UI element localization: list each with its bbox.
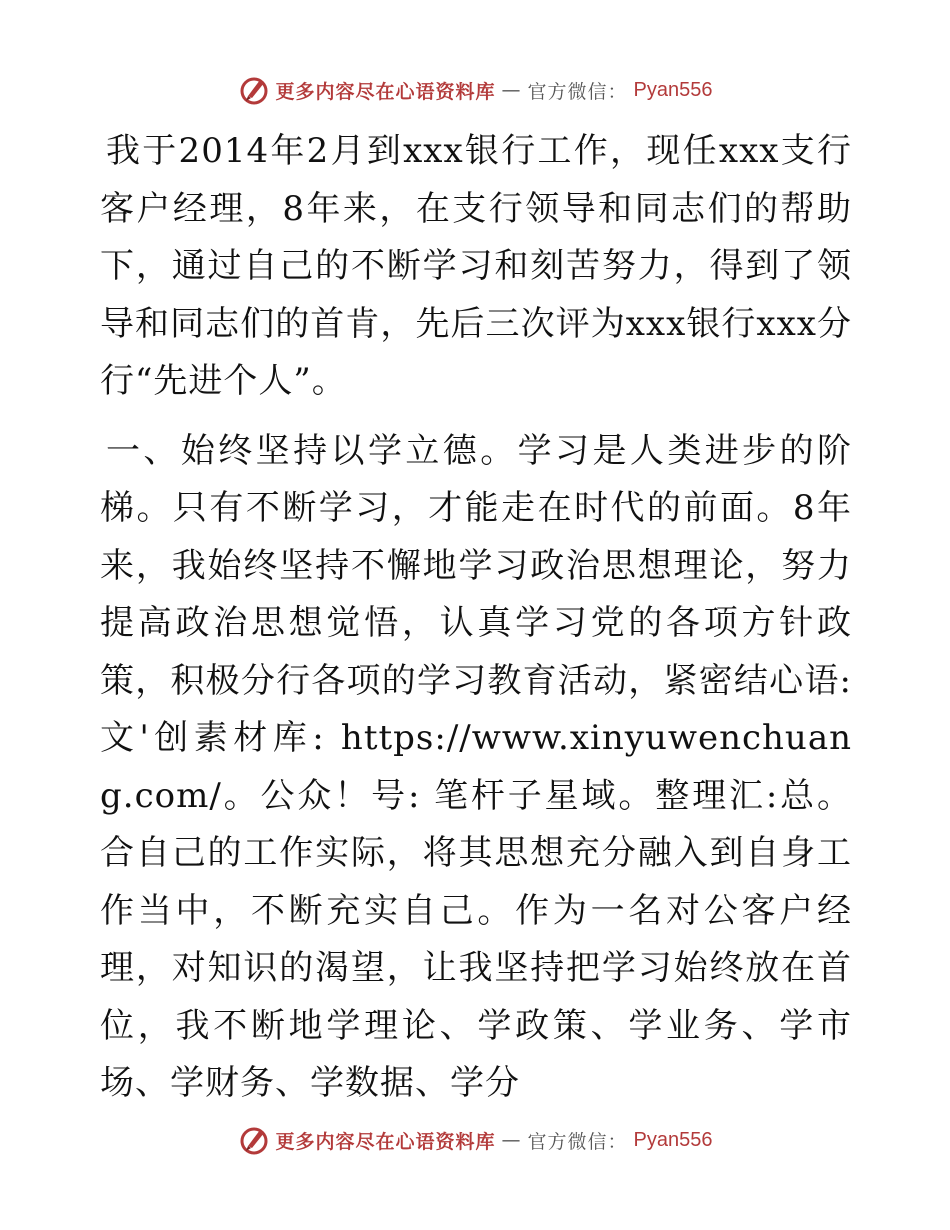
document-body <box>100 123 852 1113</box>
header-separator: — <box>501 79 522 101</box>
footer-separator: — <box>501 1129 522 1151</box>
header-banner-content[interactable] <box>238 74 713 106</box>
footer-site-text: 更多内容尽在心语资料库 <box>275 1130 496 1153</box>
header-banner <box>0 70 950 110</box>
quill-pen-logo-icon <box>238 1124 270 1156</box>
header-wechat-id: Pyan556 <box>633 78 713 101</box>
footer-official-label: 官方微信： <box>527 1130 628 1153</box>
paragraph-intro: 我于2014年2月到xxx银行工作，现任xxx支行客户经理，8年来，在支行领导和同志们的帮助下，通过自己的不断学习和刻苦努力，得到了领导和同志们的首肯，先后三次评为xxx银行xxx分行“先进个人”。 <box>100 131 852 401</box>
header-official-label: 官方微信： <box>527 80 628 103</box>
footer-banner-content[interactable] <box>238 1124 713 1156</box>
header-site-text: 更多内容尽在心语资料库 <box>275 80 496 103</box>
footer-banner <box>0 1120 950 1160</box>
paragraph-section-one: 一、始终坚持以学立德。学习是人类进步的阶梯。只有不断学习，才能走在时代的前面。8年来，我始终坚持不懈地学习政治思想理论，努力提高政治思想觉悟，认真学习党的各项方针政策，积极分行各项的学习教育活动，紧密结心语:文'创素材库: https://www.xinyuwenchuang.com/。公众！号: 笔杆子星域。整理汇:总。合自己的工作实际，将其思想充分融入到自身工作当中，不断充实自己。作为一名对公客户经理，对知识的渴望，让我坚持把学习始终放在首位，我不断地学理论、学政策、学业务、学市场、学财务、学数据、学分 <box>100 430 852 1103</box>
footer-wechat-id: Pyan556 <box>633 1128 713 1151</box>
quill-pen-logo-icon <box>238 74 270 106</box>
